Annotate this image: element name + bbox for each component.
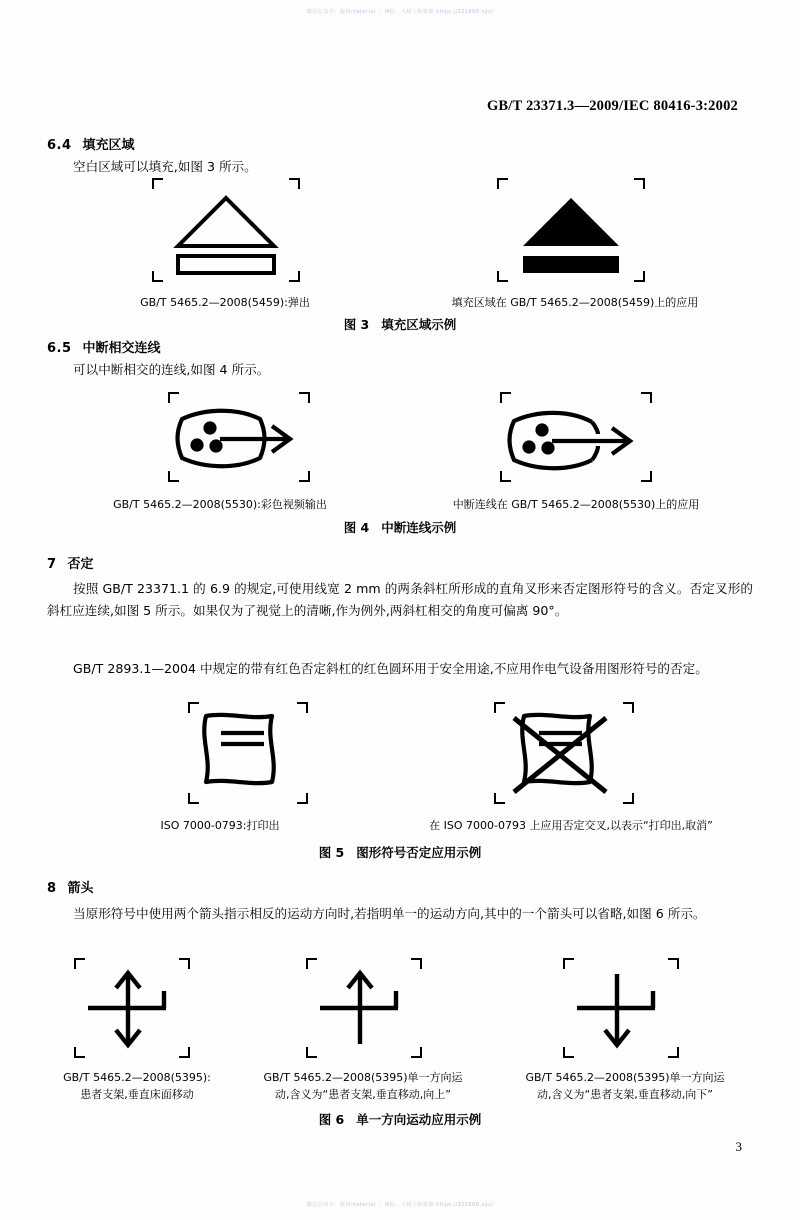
clause-title-6-5	[47, 337, 161, 356]
corner-bracket-br-icon	[634, 271, 645, 282]
corner-bracket-br-icon	[289, 271, 300, 282]
corner-bracket-tr-icon	[299, 392, 310, 403]
color-video-output-icon	[168, 392, 310, 482]
figure-6-name: 单一方向运动应用示例	[356, 1112, 482, 1127]
figure-6-caption-2-line2: 动,含义为“患者支架,垂直移动,向上”	[275, 1088, 451, 1101]
corner-bracket-tl-icon	[494, 702, 505, 713]
corner-bracket-tl-icon	[306, 958, 317, 969]
patient-support-vertical-down-icon	[563, 958, 679, 1058]
corner-bracket-tr-icon	[623, 702, 634, 713]
figure-6-caption-1	[42, 1069, 232, 1103]
clause-body-7-p2: GB/T 2893.1—2004 中规定的带有红色否定斜杠的红色圆环用于安全用途,不应用作电气设备用图形符号的否定。	[73, 661, 708, 676]
figure-6-caption-1-line2: 患者支架,垂直床面移动	[80, 1088, 194, 1101]
corner-bracket-br-icon	[179, 1047, 190, 1058]
corner-bracket-tl-icon	[563, 958, 574, 969]
clause-body-6-4: 空白区域可以填充,如图 3 所示。	[73, 159, 257, 174]
corner-bracket-br-icon	[623, 793, 634, 804]
corner-bracket-bl-icon	[152, 271, 163, 282]
symbol-printout-cancelled	[494, 702, 634, 804]
symbol-printout	[188, 702, 308, 804]
corner-bracket-tl-icon	[500, 392, 511, 403]
figure-6-caption-3	[500, 1069, 750, 1103]
clause-number-7: 7	[47, 557, 57, 572]
clause-number-6-5: 6.5	[47, 341, 72, 356]
corner-bracket-bl-icon	[563, 1047, 574, 1058]
watermark-top: 微信公众号：版权material ｜ M标、大厨工程资源 https://321886.xyz/	[306, 9, 494, 15]
corner-bracket-tl-icon	[152, 178, 163, 189]
figure-5-caption-right: 在 ISO 7000-0793 上应用否定交叉,以表示“打印出,取消”	[429, 819, 713, 832]
figure-5-caption-left: ISO 7000-0793:打印出	[160, 819, 280, 832]
eject-outline-icon	[152, 178, 300, 282]
figure-4-title	[0, 518, 800, 536]
patient-support-vertical-both-icon	[74, 958, 190, 1058]
clause-name-8: 箭头	[67, 881, 94, 896]
eject-filled-icon	[497, 178, 645, 282]
printout-icon	[188, 702, 308, 804]
figure-4-number: 图 4	[343, 520, 370, 535]
document-header: GB/T 23371.3—2009/IEC 80416-3:2002	[486, 98, 738, 114]
figure-3-name: 填充区域示例	[381, 317, 457, 332]
corner-bracket-tr-icon	[641, 392, 652, 403]
corner-bracket-br-icon	[297, 793, 308, 804]
symbol-patient-support-down	[563, 958, 679, 1058]
corner-bracket-bl-icon	[497, 271, 508, 282]
corner-bracket-bl-icon	[494, 793, 505, 804]
corner-bracket-br-icon	[668, 1047, 679, 1058]
corner-bracket-tr-icon	[297, 702, 308, 713]
corner-bracket-tl-icon	[74, 958, 85, 969]
corner-bracket-tr-icon	[634, 178, 645, 189]
corner-bracket-br-icon	[641, 471, 652, 482]
figure-3-number: 图 3	[343, 317, 370, 332]
symbol-eject-outline	[152, 178, 300, 282]
clause-body-8: 当原形符号中使用两个箭头指示相反的运动方向时,若指明单一的运动方向,其中的一个箭头可以省略,如图 6 所示。	[73, 906, 706, 921]
figure-4-caption-right: 中断连线在 GB/T 5465.2—2008(5530)上的应用	[452, 498, 700, 511]
figure-6-caption-2-line1: GB/T 5465.2—2008(5395)单一方向运	[263, 1071, 463, 1084]
figure-6-caption-3-line1: GB/T 5465.2—2008(5395)单一方向运	[525, 1071, 725, 1084]
page-number: 3	[735, 1139, 742, 1154]
figure-6-number: 图 6	[318, 1112, 345, 1127]
figure-3-caption-left: GB/T 5465.2—2008(5459):弹出	[140, 296, 310, 309]
symbol-eject-filled	[497, 178, 645, 282]
corner-bracket-bl-icon	[306, 1047, 317, 1058]
clause-body-6-5: 可以中断相交的连线,如图 4 所示。	[73, 362, 270, 377]
clause-number-6-4: 6.4	[47, 138, 72, 153]
symbol-color-video-output	[168, 392, 310, 482]
figure-6-caption-2	[243, 1069, 483, 1103]
clause-title-8	[47, 877, 94, 896]
corner-bracket-bl-icon	[188, 793, 199, 804]
figure-5-title	[0, 843, 800, 861]
corner-bracket-tr-icon	[668, 958, 679, 969]
figure-5-number: 图 5	[318, 845, 345, 860]
figure-4-name: 中断连线示例	[381, 520, 457, 535]
symbol-patient-support-up	[306, 958, 422, 1058]
corner-bracket-tr-icon	[289, 178, 300, 189]
patient-support-vertical-up-icon	[306, 958, 422, 1058]
corner-bracket-br-icon	[299, 471, 310, 482]
figure-6-caption-1-line1: GB/T 5465.2—2008(5395):	[63, 1071, 211, 1084]
figure-5-name: 图形符号否定应用示例	[356, 845, 482, 860]
symbol-color-video-output-interrupted	[500, 392, 652, 482]
figure-6-caption-3-line2: 动,含义为“患者支架,垂直移动,向下”	[537, 1088, 713, 1101]
clause-body-7-p1: 按照 GB/T 23371.1 的 6.9 的规定,可使用线宽 2 mm 的两条斜杠所形成的直角叉形来否定图形符号的含义。否定叉形的斜杠应连续,如图 5 所示。如果仅为了视觉上的清晰,作为例外,两斜杠相交的角度可偏离 90°。	[47, 581, 753, 618]
corner-bracket-tl-icon	[188, 702, 199, 713]
symbol-patient-support-both	[74, 958, 190, 1058]
corner-bracket-bl-icon	[168, 471, 179, 482]
corner-bracket-bl-icon	[74, 1047, 85, 1058]
figure-3-title	[0, 315, 800, 333]
clause-number-8: 8	[47, 881, 57, 896]
corner-bracket-tl-icon	[497, 178, 508, 189]
clause-name-6-4: 填充区域	[82, 138, 135, 153]
printout-cancelled-icon	[494, 702, 634, 804]
figure-4-caption-left: GB/T 5465.2—2008(5530):彩色视频输出	[113, 498, 327, 511]
clause-name-6-5: 中断相交连线	[82, 341, 161, 356]
watermark-bottom: 微信公众号：版权material ｜ M标、大厨工程资源 https://321886.xyz/	[306, 1202, 494, 1208]
corner-bracket-tr-icon	[179, 958, 190, 969]
clause-title-6-4	[47, 134, 135, 153]
corner-bracket-br-icon	[411, 1047, 422, 1058]
corner-bracket-tr-icon	[411, 958, 422, 969]
figure-3-caption-right: 填充区域在 GB/T 5465.2—2008(5459)上的应用	[451, 296, 699, 309]
clause-title-7	[47, 553, 94, 572]
clause-name-7: 否定	[67, 557, 94, 572]
corner-bracket-bl-icon	[500, 471, 511, 482]
corner-bracket-tl-icon	[168, 392, 179, 403]
figure-6-title	[0, 1110, 800, 1128]
color-video-output-interrupted-icon	[500, 392, 652, 482]
